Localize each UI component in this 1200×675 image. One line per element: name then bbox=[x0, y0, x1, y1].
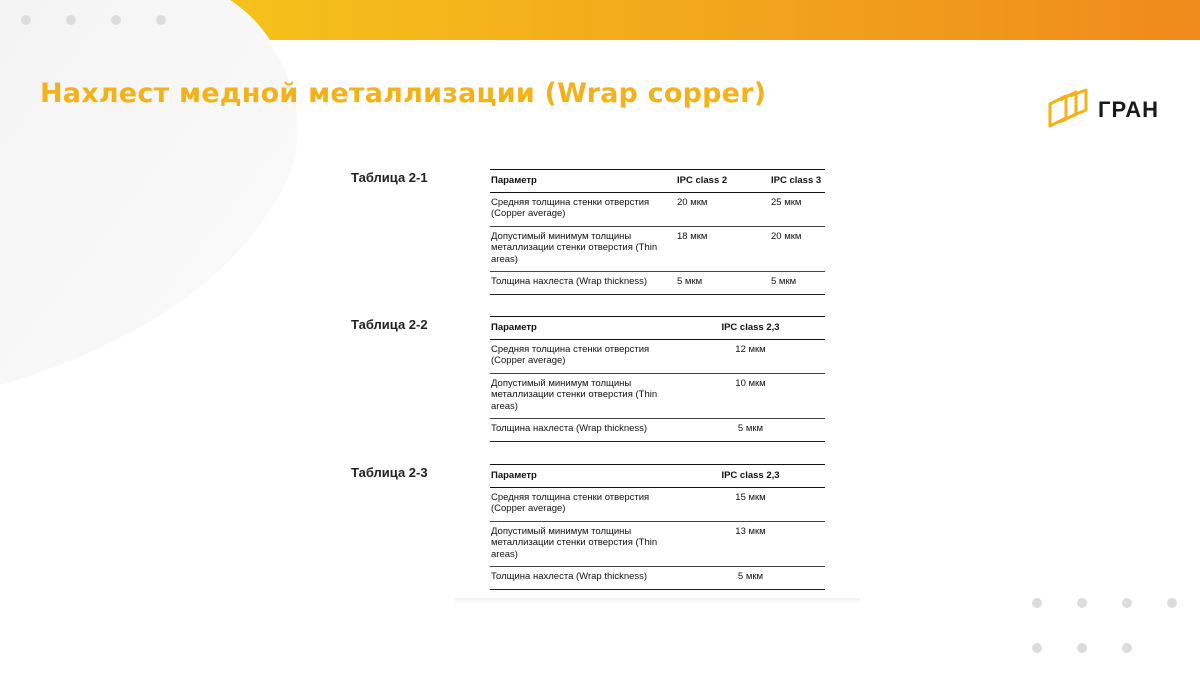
table-header-row bbox=[490, 465, 825, 488]
value-cell: 13 мкм bbox=[676, 521, 825, 567]
value-cell: 20 мкм bbox=[676, 192, 770, 226]
value-cell: 5 мкм bbox=[770, 272, 825, 295]
table-shadow bbox=[455, 598, 860, 604]
table-row bbox=[490, 339, 825, 373]
slide-title: Нахлест медной металлизации (Wrap copper) bbox=[40, 78, 767, 109]
table-row bbox=[490, 192, 825, 226]
column-header: Параметр bbox=[490, 317, 676, 340]
dot bbox=[1122, 598, 1132, 608]
dot bbox=[1077, 643, 1087, 653]
value-cell: 25 мкм bbox=[770, 192, 825, 226]
dot bbox=[1032, 598, 1042, 608]
table-label: Таблица 2-1 bbox=[351, 170, 428, 185]
value-cell: 5 мкм bbox=[676, 419, 825, 442]
table-header-row bbox=[490, 170, 825, 193]
value-cell: 15 мкм bbox=[676, 487, 825, 521]
column-header: Параметр bbox=[490, 465, 676, 488]
table-2-3 bbox=[490, 464, 825, 590]
dot bbox=[1167, 598, 1177, 608]
value-cell: 10 мкм bbox=[676, 373, 825, 419]
logo-text: ГРАН bbox=[1098, 97, 1159, 122]
column-header: Параметр bbox=[490, 170, 676, 193]
column-header: IPC class 2,3 bbox=[676, 465, 825, 488]
table-label: Таблица 2-3 bbox=[351, 465, 428, 480]
dot bbox=[21, 15, 31, 25]
table-row bbox=[490, 373, 825, 419]
param-cell: Средняя толщина стенки отверстия (Copper average) bbox=[490, 339, 676, 373]
table-header-row bbox=[490, 317, 825, 340]
value-cell: 5 мкм bbox=[676, 567, 825, 590]
param-cell: Средняя толщина стенки отверстия (Copper average) bbox=[490, 192, 676, 226]
table-row bbox=[490, 521, 825, 567]
value-cell: 20 мкм bbox=[770, 226, 825, 272]
table-2-1 bbox=[490, 169, 825, 295]
param-cell: Средняя толщина стенки отверстия (Copper average) bbox=[490, 487, 676, 521]
dot bbox=[1122, 643, 1132, 653]
table-label: Таблица 2-2 bbox=[351, 317, 428, 332]
param-cell: Толщина нахлеста (Wrap thickness) bbox=[490, 272, 676, 295]
gran-logo bbox=[1046, 88, 1159, 132]
column-header: IPC class 2,3 bbox=[676, 317, 825, 340]
table-row bbox=[490, 226, 825, 272]
table-row bbox=[490, 487, 825, 521]
value-cell: 12 мкм bbox=[676, 339, 825, 373]
value-cell: 18 мкм bbox=[676, 226, 770, 272]
table-row bbox=[490, 419, 825, 442]
param-cell: Допустимый минимум толщины металлизации стенки отверстия (Thin areas) bbox=[490, 521, 676, 567]
table-2-2 bbox=[490, 316, 825, 442]
param-cell: Толщина нахлеста (Wrap thickness) bbox=[490, 419, 676, 442]
dot bbox=[66, 15, 76, 25]
param-cell: Допустимый минимум толщины металлизации стенки отверстия (Thin areas) bbox=[490, 373, 676, 419]
dot bbox=[1032, 643, 1042, 653]
param-cell: Допустимый минимум толщины металлизации стенки отверстия (Thin areas) bbox=[490, 226, 676, 272]
dot bbox=[156, 15, 166, 25]
gran-logo-icon bbox=[1046, 88, 1090, 132]
dot bbox=[1077, 598, 1087, 608]
column-header: IPC class 3 bbox=[770, 170, 825, 193]
param-cell: Толщина нахлеста (Wrap thickness) bbox=[490, 567, 676, 590]
value-cell: 5 мкм bbox=[676, 272, 770, 295]
dot bbox=[111, 15, 121, 25]
table-row bbox=[490, 272, 825, 295]
table-row bbox=[490, 567, 825, 590]
column-header: IPC class 2 bbox=[676, 170, 770, 193]
